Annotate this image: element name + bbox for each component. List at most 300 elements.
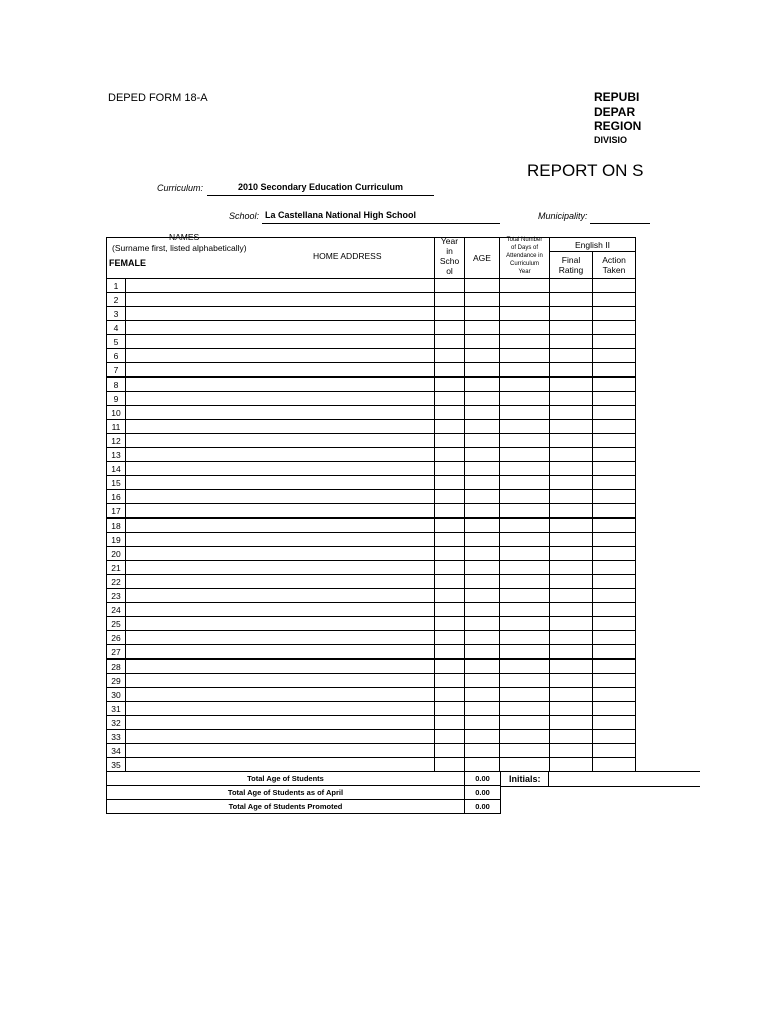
initials-box	[500, 771, 700, 787]
final-rating-cell[interactable]	[550, 448, 593, 462]
student-name-cell[interactable]	[126, 518, 435, 533]
row-number: 25	[107, 617, 126, 631]
final-rating-cell[interactable]	[550, 589, 593, 603]
year-cell[interactable]	[435, 490, 465, 504]
action-taken-cell[interactable]	[593, 335, 636, 349]
age-cell[interactable]	[465, 730, 500, 744]
student-name-cell[interactable]	[126, 716, 435, 730]
year-cell[interactable]	[435, 631, 465, 645]
table-row	[107, 321, 636, 335]
year-cell[interactable]	[435, 349, 465, 363]
action-taken-cell[interactable]	[593, 547, 636, 561]
age-cell[interactable]	[465, 462, 500, 476]
days-cell[interactable]	[500, 674, 550, 688]
action-taken-cell[interactable]	[593, 476, 636, 490]
year-cell[interactable]	[435, 617, 465, 631]
totals-table	[106, 771, 501, 814]
action-taken-cell[interactable]	[593, 716, 636, 730]
student-table	[106, 232, 636, 772]
table-row	[107, 406, 636, 420]
age-cell[interactable]	[465, 561, 500, 575]
age-cell[interactable]	[465, 716, 500, 730]
final-rating-cell[interactable]	[550, 279, 593, 293]
final-rating-cell[interactable]	[550, 645, 593, 660]
year-cell[interactable]	[435, 406, 465, 420]
action-taken-cell[interactable]	[593, 504, 636, 519]
year-cell[interactable]	[435, 603, 465, 617]
row-number: 19	[107, 533, 126, 547]
age-cell[interactable]	[465, 758, 500, 772]
year-cell[interactable]	[435, 730, 465, 744]
final-rating-cell[interactable]	[550, 392, 593, 406]
final-rating-cell[interactable]	[550, 518, 593, 533]
days-cell[interactable]	[500, 279, 550, 293]
student-name-cell[interactable]	[126, 659, 435, 674]
year-cell[interactable]	[435, 716, 465, 730]
age-cell[interactable]	[465, 448, 500, 462]
age-cell[interactable]	[465, 349, 500, 363]
department-heading: DEPAR	[594, 105, 636, 119]
row-number: 20	[107, 547, 126, 561]
age-cell[interactable]	[465, 744, 500, 758]
year-cell[interactable]	[435, 476, 465, 490]
final-rating-cell[interactable]	[550, 674, 593, 688]
final-rating-cell[interactable]	[550, 659, 593, 674]
days-cell[interactable]	[500, 617, 550, 631]
action-taken-cell[interactable]	[593, 533, 636, 547]
action-taken-cell[interactable]	[593, 518, 636, 533]
days-cell[interactable]	[500, 448, 550, 462]
row-number: 3	[107, 307, 126, 321]
action-taken-cell[interactable]	[593, 307, 636, 321]
student-name-cell[interactable]	[126, 730, 435, 744]
table-row	[107, 659, 636, 674]
age-cell[interactable]	[465, 321, 500, 335]
curriculum-value: 2010 Secondary Education Curriculum	[238, 182, 404, 192]
action-taken-cell[interactable]	[593, 434, 636, 448]
row-number: 7	[107, 363, 126, 378]
student-name-cell[interactable]	[126, 293, 435, 307]
form-code: DEPED FORM 18-A	[108, 92, 208, 104]
row-number: 5	[107, 335, 126, 349]
row-number: 31	[107, 702, 126, 716]
student-name-cell[interactable]	[126, 462, 435, 476]
final-rating-cell[interactable]	[550, 490, 593, 504]
days-cell[interactable]	[500, 434, 550, 448]
year-cell[interactable]	[435, 533, 465, 547]
final-rating-cell[interactable]	[550, 307, 593, 321]
action-taken-cell[interactable]	[593, 730, 636, 744]
table-row	[107, 293, 636, 307]
days-cell[interactable]	[500, 518, 550, 533]
year-cell[interactable]	[435, 702, 465, 716]
days-cell[interactable]	[500, 702, 550, 716]
action-taken-cell[interactable]	[593, 659, 636, 674]
student-name-cell[interactable]	[126, 631, 435, 645]
year-cell[interactable]	[435, 589, 465, 603]
days-cell[interactable]	[500, 688, 550, 702]
age-cell[interactable]	[465, 645, 500, 660]
curriculum-label: Curriculum:	[157, 183, 204, 193]
days-cell[interactable]	[500, 392, 550, 406]
student-rows	[107, 279, 636, 772]
table-row	[107, 730, 636, 744]
age-cell[interactable]	[465, 504, 500, 519]
final-rating-cell[interactable]	[550, 603, 593, 617]
school-label: School:	[229, 211, 260, 221]
row-number: 9	[107, 392, 126, 406]
action-taken-cell[interactable]	[593, 420, 636, 434]
days-cell[interactable]	[500, 420, 550, 434]
action-taken-cell[interactable]	[593, 279, 636, 293]
row-number: 27	[107, 645, 126, 660]
year-cell[interactable]	[435, 448, 465, 462]
final-rating-cell[interactable]	[550, 321, 593, 335]
row-number: 17	[107, 504, 126, 519]
age-cell[interactable]	[465, 363, 500, 378]
age-cell[interactable]	[465, 392, 500, 406]
year-cell[interactable]	[435, 377, 465, 392]
student-name-cell[interactable]	[126, 349, 435, 363]
action-taken-cell[interactable]	[593, 688, 636, 702]
days-cell[interactable]	[500, 744, 550, 758]
age-cell[interactable]	[465, 420, 500, 434]
final-rating-cell[interactable]	[550, 335, 593, 349]
action-taken-cell[interactable]	[593, 406, 636, 420]
days-cell[interactable]	[500, 307, 550, 321]
report-title: REPORT ON S	[527, 161, 644, 180]
row-number: 29	[107, 674, 126, 688]
student-name-cell[interactable]	[126, 589, 435, 603]
action-taken-cell[interactable]	[593, 674, 636, 688]
row-number: 26	[107, 631, 126, 645]
student-name-cell[interactable]	[126, 674, 435, 688]
row-number: 8	[107, 377, 126, 392]
final-rating-cell[interactable]	[550, 420, 593, 434]
student-name-cell[interactable]	[126, 448, 435, 462]
action-taken-cell[interactable]	[593, 744, 636, 758]
action-taken-cell[interactable]	[593, 631, 636, 645]
student-name-cell[interactable]	[126, 575, 435, 589]
days-cell[interactable]	[500, 631, 550, 645]
age-cell[interactable]	[465, 617, 500, 631]
age-cell[interactable]	[465, 631, 500, 645]
action-taken-cell[interactable]	[593, 321, 636, 335]
student-name-cell[interactable]	[126, 392, 435, 406]
row-number: 22	[107, 575, 126, 589]
region-heading: REGION	[594, 119, 642, 133]
age-cell[interactable]	[465, 674, 500, 688]
final-rating-cell[interactable]	[550, 547, 593, 561]
year-cell[interactable]	[435, 321, 465, 335]
row-number: 34	[107, 744, 126, 758]
table-row	[107, 448, 636, 462]
action-taken-cell[interactable]	[593, 392, 636, 406]
table-row	[107, 744, 636, 758]
final-rating-cell[interactable]	[550, 533, 593, 547]
days-cell[interactable]	[500, 363, 550, 378]
action-taken-cell[interactable]	[593, 377, 636, 392]
year-cell[interactable]	[435, 561, 465, 575]
final-rating-cell[interactable]	[550, 462, 593, 476]
row-number: 18	[107, 518, 126, 533]
table-row	[107, 674, 636, 688]
age-cell[interactable]	[465, 476, 500, 490]
row-number: 28	[107, 659, 126, 674]
student-name-cell[interactable]	[126, 420, 435, 434]
final-rating-cell[interactable]	[550, 575, 593, 589]
final-rating-header: Final Rating	[550, 252, 593, 279]
student-name-cell[interactable]	[126, 645, 435, 660]
days-cell[interactable]	[500, 547, 550, 561]
age-cell[interactable]	[465, 518, 500, 533]
action-taken-cell[interactable]	[593, 448, 636, 462]
student-name-cell[interactable]	[126, 476, 435, 490]
year-cell[interactable]	[435, 659, 465, 674]
year-cell[interactable]	[435, 744, 465, 758]
age-cell[interactable]	[465, 589, 500, 603]
days-attendance-header: Total Number of Days of Attendance in Curriculum Year	[500, 238, 550, 279]
age-cell[interactable]	[465, 702, 500, 716]
days-cell[interactable]	[500, 730, 550, 744]
final-rating-cell[interactable]	[550, 349, 593, 363]
final-rating-cell[interactable]	[550, 476, 593, 490]
row-number: 15	[107, 476, 126, 490]
table-row	[107, 575, 636, 589]
days-cell[interactable]	[500, 406, 550, 420]
table-row	[107, 589, 636, 603]
student-name-cell[interactable]	[126, 279, 435, 293]
days-cell[interactable]	[500, 659, 550, 674]
table-row	[107, 561, 636, 575]
table-row	[107, 349, 636, 363]
age-cell[interactable]	[465, 377, 500, 392]
days-cell[interactable]	[500, 349, 550, 363]
student-name-cell[interactable]	[126, 533, 435, 547]
year-cell[interactable]	[435, 279, 465, 293]
table-row	[107, 307, 636, 321]
age-cell[interactable]	[465, 293, 500, 307]
final-rating-cell[interactable]	[550, 617, 593, 631]
age-cell[interactable]	[465, 547, 500, 561]
final-rating-cell[interactable]	[550, 702, 593, 716]
table-row	[107, 377, 636, 392]
days-cell[interactable]	[500, 533, 550, 547]
days-cell[interactable]	[500, 476, 550, 490]
year-cell[interactable]	[435, 758, 465, 772]
student-name-cell[interactable]	[126, 335, 435, 349]
age-cell[interactable]	[465, 307, 500, 321]
year-cell[interactable]	[435, 420, 465, 434]
year-in-school-header: Year in Scho ol	[435, 238, 465, 279]
table-row	[107, 363, 636, 378]
student-name-cell[interactable]	[126, 603, 435, 617]
days-cell[interactable]	[500, 589, 550, 603]
total-april-label: Total Age of Students as of April	[107, 786, 465, 800]
subject-header: English II	[550, 238, 636, 252]
final-rating-cell[interactable]	[550, 434, 593, 448]
table-row	[107, 645, 636, 660]
action-taken-cell[interactable]	[593, 293, 636, 307]
school-underline	[262, 223, 500, 224]
row-number: 30	[107, 688, 126, 702]
days-cell[interactable]	[500, 462, 550, 476]
table-row	[107, 279, 636, 293]
year-cell[interactable]	[435, 504, 465, 519]
days-cell[interactable]	[500, 335, 550, 349]
age-cell[interactable]	[465, 659, 500, 674]
names-header: NAMES	[169, 232, 200, 242]
days-cell[interactable]	[500, 504, 550, 519]
republic-heading: REPUBI	[594, 90, 640, 104]
year-cell[interactable]	[435, 674, 465, 688]
days-cell[interactable]	[500, 758, 550, 772]
action-taken-header: Action Taken	[593, 252, 636, 279]
table-row	[107, 758, 636, 772]
names-subheader: (Surname first, listed alphabetically)	[112, 243, 247, 253]
age-cell[interactable]	[465, 603, 500, 617]
age-cell[interactable]	[465, 335, 500, 349]
student-name-cell[interactable]	[126, 490, 435, 504]
age-cell[interactable]	[465, 406, 500, 420]
student-name-cell[interactable]	[126, 702, 435, 716]
student-name-cell[interactable]	[126, 688, 435, 702]
action-taken-cell[interactable]	[593, 645, 636, 660]
table-row	[107, 631, 636, 645]
final-rating-cell[interactable]	[550, 730, 593, 744]
table-row	[107, 335, 636, 349]
row-number: 32	[107, 716, 126, 730]
total-april-value: 0.00	[465, 786, 501, 800]
days-cell[interactable]	[500, 490, 550, 504]
table-row	[107, 603, 636, 617]
row-number: 23	[107, 589, 126, 603]
year-cell[interactable]	[435, 363, 465, 378]
table-row	[107, 716, 636, 730]
action-taken-cell[interactable]	[593, 702, 636, 716]
year-cell[interactable]	[435, 547, 465, 561]
student-name-cell[interactable]	[126, 758, 435, 772]
days-cell[interactable]	[500, 561, 550, 575]
row-number: 33	[107, 730, 126, 744]
row-number: 21	[107, 561, 126, 575]
total-promoted-label: Total Age of Students Promoted	[107, 800, 465, 814]
municipality-underline	[590, 223, 650, 224]
table-row	[107, 490, 636, 504]
row-number: 10	[107, 406, 126, 420]
year-cell[interactable]	[435, 518, 465, 533]
year-cell[interactable]	[435, 575, 465, 589]
row-number: 16	[107, 490, 126, 504]
days-cell[interactable]	[500, 603, 550, 617]
student-name-cell[interactable]	[126, 321, 435, 335]
year-cell[interactable]	[435, 335, 465, 349]
row-number: 11	[107, 420, 126, 434]
row-number: 35	[107, 758, 126, 772]
row-number: 4	[107, 321, 126, 335]
student-name-cell[interactable]	[126, 434, 435, 448]
age-cell[interactable]	[465, 434, 500, 448]
student-name-cell[interactable]	[126, 406, 435, 420]
age-cell[interactable]	[465, 279, 500, 293]
initials-label: Initials:	[509, 774, 541, 784]
row-number: 12	[107, 434, 126, 448]
year-cell[interactable]	[435, 688, 465, 702]
action-taken-cell[interactable]	[593, 589, 636, 603]
action-taken-cell[interactable]	[593, 603, 636, 617]
days-cell[interactable]	[500, 575, 550, 589]
action-taken-cell[interactable]	[593, 561, 636, 575]
final-rating-cell[interactable]	[550, 758, 593, 772]
student-name-cell[interactable]	[126, 307, 435, 321]
row-number: 24	[107, 603, 126, 617]
student-name-cell[interactable]	[126, 377, 435, 392]
total-age-value: 0.00	[465, 772, 501, 786]
days-cell[interactable]	[500, 377, 550, 392]
days-cell[interactable]	[500, 293, 550, 307]
table-row	[107, 617, 636, 631]
year-cell[interactable]	[435, 392, 465, 406]
row-number: 6	[107, 349, 126, 363]
year-cell[interactable]	[435, 307, 465, 321]
row-number: 13	[107, 448, 126, 462]
days-cell[interactable]	[500, 645, 550, 660]
table-row	[107, 392, 636, 406]
initials-divider	[548, 772, 549, 786]
student-name-cell[interactable]	[126, 561, 435, 575]
row-number: 2	[107, 293, 126, 307]
student-name-cell[interactable]	[126, 547, 435, 561]
final-rating-cell[interactable]	[550, 688, 593, 702]
final-rating-cell[interactable]	[550, 504, 593, 519]
final-rating-cell[interactable]	[550, 293, 593, 307]
final-rating-cell[interactable]	[550, 631, 593, 645]
action-taken-cell[interactable]	[593, 490, 636, 504]
action-taken-cell[interactable]	[593, 758, 636, 772]
final-rating-cell[interactable]	[550, 716, 593, 730]
student-name-cell[interactable]	[126, 363, 435, 378]
year-cell[interactable]	[435, 434, 465, 448]
final-rating-cell[interactable]	[550, 744, 593, 758]
age-cell[interactable]	[465, 533, 500, 547]
final-rating-cell[interactable]	[550, 377, 593, 392]
action-taken-cell[interactable]	[593, 349, 636, 363]
days-cell[interactable]	[500, 321, 550, 335]
final-rating-cell[interactable]	[550, 406, 593, 420]
action-taken-cell[interactable]	[593, 363, 636, 378]
age-cell[interactable]	[465, 575, 500, 589]
action-taken-cell[interactable]	[593, 462, 636, 476]
home-address-header: HOME ADDRESS	[313, 251, 382, 261]
names-header-cell	[107, 232, 435, 279]
action-taken-cell[interactable]	[593, 617, 636, 631]
age-cell[interactable]	[465, 688, 500, 702]
student-name-cell[interactable]	[126, 744, 435, 758]
student-name-cell[interactable]	[126, 504, 435, 519]
student-name-cell[interactable]	[126, 617, 435, 631]
year-cell[interactable]	[435, 462, 465, 476]
age-cell[interactable]	[465, 490, 500, 504]
row-number: 1	[107, 279, 126, 293]
total-promoted-value: 0.00	[465, 800, 501, 814]
year-cell[interactable]	[435, 293, 465, 307]
final-rating-cell[interactable]	[550, 561, 593, 575]
action-taken-cell[interactable]	[593, 575, 636, 589]
days-cell[interactable]	[500, 716, 550, 730]
table-row	[107, 434, 636, 448]
final-rating-cell[interactable]	[550, 363, 593, 378]
year-cell[interactable]	[435, 645, 465, 660]
